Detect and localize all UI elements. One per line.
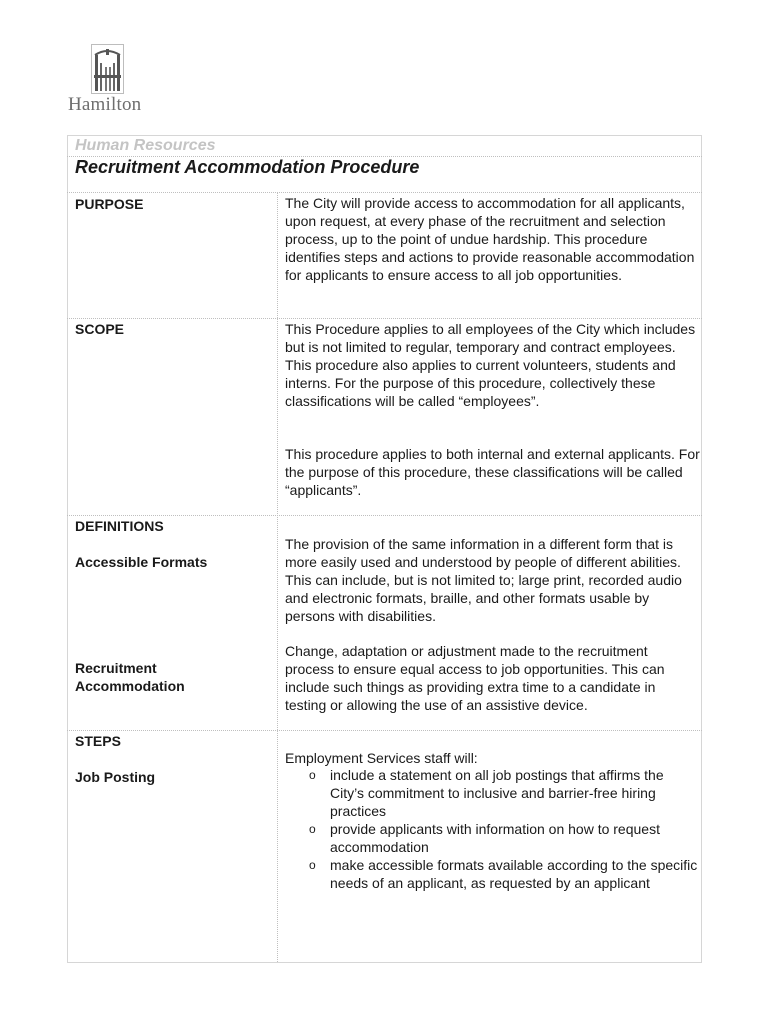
scope-text-2: This procedure applies to both internal and external applicants. For the purpose of this procedure, these classifications will be called “applicants”. [285,446,700,498]
job-posting-label: Job Posting [75,769,156,785]
bullet-icon: o [309,858,316,872]
column-divider [277,192,278,962]
page-title: Recruitment Accommodation Procedure [75,157,420,177]
definitions-label: DEFINITIONS [75,518,164,534]
row-divider [67,515,702,516]
job-posting-list [285,766,700,892]
list-item [285,766,700,820]
job-posting-intro: Employment Services staff will: [285,750,478,766]
list-item-text: provide applicants with information on how to request accommodation [330,821,660,855]
list-item [285,820,700,856]
accessible-formats-term: Accessible Formats [75,554,208,570]
accessible-formats-definition: The provision of the same information in a different form that is more easily used and understood by people of different abilities. This can include, but is not limited to; large print, recorded audio and electronic formats, braille, and other formats usable by persons with disabilities. [285,536,682,624]
hamilton-emblem-icon [92,45,123,93]
department-heading: Human Resources [75,137,216,154]
purpose-text: The City will provide access to accommodation for all applicants, upon request, at every phase of the recruitment and selection process, up to the point of undue hardship. This procedure identifies steps and actions to provide reasonable accommodation for applicants to ensure access to all job opportunities. [285,195,695,283]
hamilton-logo [64,44,154,118]
bullet-icon: o [309,768,316,782]
recruitment-accommodation-term-line2: Accommodation [75,678,185,694]
row-divider [67,318,702,319]
scope-label: SCOPE [75,321,125,337]
logo-wordmark: Hamilton [68,94,142,115]
list-item-text: make accessible formats available according to the specific needs of an applicant, as requested by an applicant [330,857,698,891]
purpose-label: PURPOSE [75,196,144,212]
row-divider [67,730,702,731]
list-item-text: include a statement on all job postings that affirms the City’s commitment to inclusive and barrier-free hiring practices [330,767,664,819]
recruitment-accommodation-definition: Change, adaptation or adjustment made to the recruitment process to ensure equal access to job opportunities. This can include such things as providing extra time to a candidate in testing or allowing the use of an assistive device. [285,643,665,713]
recruitment-accommodation-term-line1: Recruitment [75,660,157,676]
list-item [285,856,700,892]
logo-emblem [91,44,124,94]
bullet-icon: o [309,822,316,836]
scope-text-1: This Procedure applies to all employees of the City which includes but is not limited to regular, temporary and contract employees. This procedure also applies to current volunteers, students and interns. For the purpose of this procedure, collectively these classifications will be called “employees”. [285,321,696,409]
steps-label: STEPS [75,733,121,749]
row-divider [67,192,702,193]
